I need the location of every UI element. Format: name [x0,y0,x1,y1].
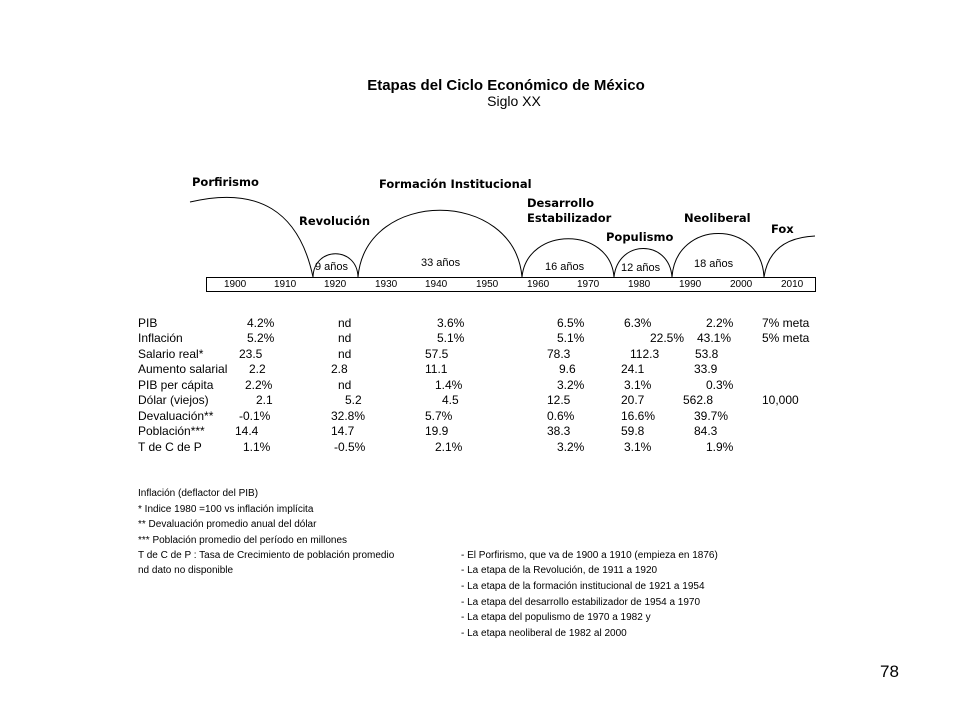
table-cell: 14.7 [331,424,355,438]
table-cell: 5.2 [345,393,362,407]
year-label: 1910 [274,279,297,290]
footnote: Inflación (deflactor del PIB) [138,488,259,499]
period-note: - La etapa neoliberal de 1982 al 2000 [461,628,627,639]
table-cell: 57.5 [425,347,449,361]
table-cell: nd [338,347,352,361]
timeline-bar [206,277,816,292]
table-cell: 2.2 [249,362,266,376]
duration-label: 33 años [421,257,461,269]
table-cell: 2.2% [245,378,273,392]
year-label: 1940 [425,279,448,290]
arc-porfirismo [190,197,313,277]
period-note: - La etapa de la formación institucional de 1921 a 1954 [461,581,705,592]
year-label: 2000 [730,279,753,290]
table-cell: 3.1% [624,378,652,392]
year-label: 1990 [679,279,702,290]
year-label: 1920 [324,279,347,290]
year-label: 1970 [577,279,600,290]
period-note: - La etapa de la Revolución, de 1911 a 1920 [461,565,658,576]
table-cell: 84.3 [694,424,718,438]
table-cell: nd [338,316,352,330]
table-cell: 2.8 [331,362,348,376]
stage-label-desarrollo-estabilizador: Desarrollo Estabilizador [527,196,612,225]
table-cell: 22.5% [650,331,685,345]
table-cell: 5% meta [762,331,810,345]
table-cell: 6.3% [624,316,652,330]
row-label: Salario real* [138,347,204,361]
stage-label-porfirismo: Porfirismo [192,175,259,189]
period-note: - La etapa del desarrollo estabilizador de 1954 a 1970 [461,597,701,608]
footnote: * Indice 1980 =100 vs inflación implícita [138,504,314,515]
table-cell: 5.2% [247,331,275,345]
row-label: Dólar (viejos) [138,393,209,407]
table-cell: nd [338,331,352,345]
footnote: ** Devaluación promedio anual del dólar [138,519,317,530]
table-cell: 59.8 [621,424,645,438]
table-cell: 0.6% [547,409,575,423]
stage-label-neoliberal: Neoliberal [684,211,751,225]
table-cell: -0.1% [239,409,271,423]
table-cell: 3.2% [557,440,585,454]
table-cell: 53.8 [695,347,719,361]
table-cell: 2.2% [706,316,734,330]
table-cell: 7% meta [762,316,810,330]
stage-label-formacion-institucional: Formación Institucional [379,177,532,191]
table-cell: 1.1% [243,440,271,454]
table-cell: 1.9% [706,440,734,454]
table-cell: 2.1% [435,440,463,454]
table-cell: 43.1% [697,331,732,345]
arc-neoliberal [672,234,764,278]
table-cell: nd [338,378,352,392]
table-cell: 2.1 [256,393,273,407]
table-cell: -0.5% [334,440,366,454]
table-cell: 4.2% [247,316,275,330]
table-cell: 0.3% [706,378,734,392]
row-label: Devaluación** [138,409,214,423]
row-label: Inflación [138,331,183,345]
stage-label-revolucion: Revolución [299,214,371,228]
table-cell: 3.1% [624,440,652,454]
year-label: 2010 [781,279,804,290]
table-cell: 9.6 [559,362,576,376]
table-cell: 14.4 [235,424,259,438]
duration-label: 16 años [545,261,585,273]
row-label: Aumento salarial [138,362,228,376]
page-title: Etapas del Ciclo Económico de México [367,77,645,94]
table-cell: 23.5 [239,347,263,361]
row-label: PIB per cápita [138,378,214,392]
footnote: *** Población promedio del período en millones [138,535,348,546]
table-cell: 20.7 [621,393,645,407]
table-cell: 78.3 [547,347,571,361]
duration-label: 9 años [315,261,349,273]
period-note: - La etapa del populismo de 1970 a 1982 y [461,612,651,623]
table-cell: 562.8 [683,393,714,407]
year-label: 1900 [224,279,247,290]
page-subtitle: Siglo XX [487,93,541,109]
table-cell: 32.8% [331,409,366,423]
table-cell: 5.1% [437,331,465,345]
duration-label: 12 años [621,262,661,274]
duration-label: 18 años [694,258,734,270]
table-cell: 5.1% [557,331,585,345]
table-cell: 5.7% [425,409,453,423]
table-cell: 33.9 [694,362,718,376]
table-cell: 11.1 [425,362,448,376]
footnote: T de C de P : Tasa de Crecimiento de población promedio [138,550,395,561]
table-cell: 16.6% [621,409,656,423]
year-label: 1980 [628,279,651,290]
year-label: 1950 [476,279,499,290]
table-cell: 39.7% [694,409,729,423]
year-label: 1930 [375,279,398,290]
table-cell: 1.4% [435,378,463,392]
footnote: nd dato no disponible [138,565,234,576]
page-number: 78 [880,662,899,681]
year-label: 1960 [527,279,550,290]
table-cell: 19.9 [425,424,449,438]
table-cell: 4.5 [442,393,459,407]
row-label: T de C de P [138,440,202,454]
table-cell: 3.2% [557,378,585,392]
table-cell: 38.3 [547,424,571,438]
table-cell: 3.6% [437,316,465,330]
table-cell: 6.5% [557,316,585,330]
table-cell: 24.1 [621,362,645,376]
row-label: PIB [138,316,158,330]
row-label: Población*** [138,424,205,438]
stage-label-populismo: Populismo [606,230,674,244]
period-note: - El Porfirismo, que va de 1900 a 1910 (empieza en 1876) [461,550,718,561]
stage-label-fox: Fox [771,222,794,236]
table-cell: 112.3 [630,347,660,361]
arc-fox [764,236,815,277]
table-cell: 10,000 [762,393,799,407]
table-cell: 12.5 [547,393,571,407]
